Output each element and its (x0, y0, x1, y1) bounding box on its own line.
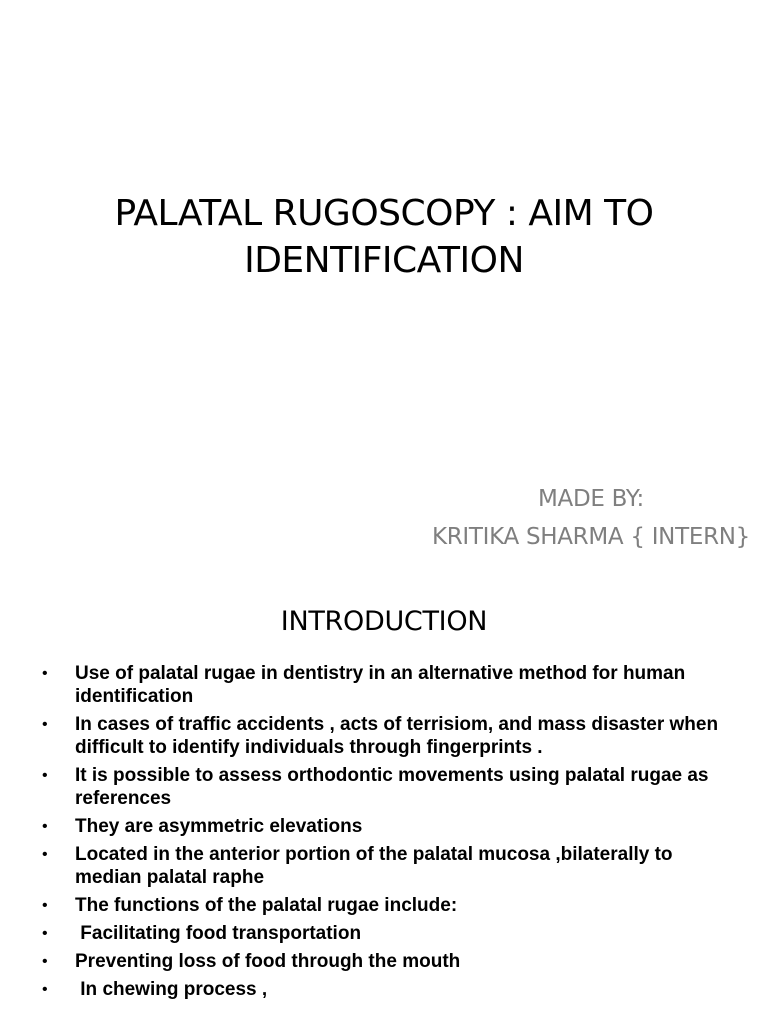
bullet-icon: • (42, 716, 48, 733)
bullet-icon: • (42, 767, 48, 784)
title-line-1: PALATAL RUGOSCOPY : AIM TO (114, 193, 654, 234)
slide-title (40, 190, 728, 284)
list-item (42, 815, 742, 838)
bullet-icon: • (42, 953, 48, 970)
bullet-icon: • (42, 897, 48, 914)
list-item (42, 950, 742, 973)
intro-bullet-list (42, 662, 742, 1006)
list-item (42, 978, 742, 1001)
bullet-text: Use of palatal rugae in dentistry in an alternative method for human identification (75, 663, 686, 707)
bullet-text: In chewing process , (75, 979, 268, 1000)
subtitle (432, 480, 750, 556)
subtitle-author: KRITIKA SHARMA { INTERN} (431, 524, 750, 550)
intro-heading: INTRODUCTION (280, 606, 488, 637)
bullet-icon: • (42, 818, 48, 835)
bullet-text: Located in the anterior portion of the palatal mucosa ,bilaterally to median palatal raphe (75, 844, 673, 888)
list-item (42, 713, 742, 759)
bullet-text: They are asymmetric elevations (75, 816, 363, 837)
subtitle-made-by: MADE BY: (537, 486, 644, 512)
bullet-icon: • (42, 665, 48, 682)
bullet-text: Facilitating food transportation (75, 923, 362, 944)
list-item (42, 843, 742, 889)
bullet-icon: • (42, 846, 48, 863)
bullet-text: Preventing loss of food through the mouth (75, 951, 461, 972)
bullet-text: In cases of traffic accidents , acts of terrisiom, and mass disaster when difficult to identify individuals through fingerprints . (75, 714, 719, 758)
bullet-icon: • (42, 925, 48, 942)
list-item (42, 922, 742, 945)
bullet-text: It is possible to assess orthodontic movements using palatal rugae as references (75, 765, 709, 809)
list-item (42, 894, 742, 917)
list-item (42, 764, 742, 810)
title-line-2: IDENTIFICATION (244, 240, 524, 281)
bullet-icon: • (42, 981, 48, 998)
bullet-text: The functions of the palatal rugae include: (75, 895, 458, 916)
list-item (42, 662, 742, 708)
